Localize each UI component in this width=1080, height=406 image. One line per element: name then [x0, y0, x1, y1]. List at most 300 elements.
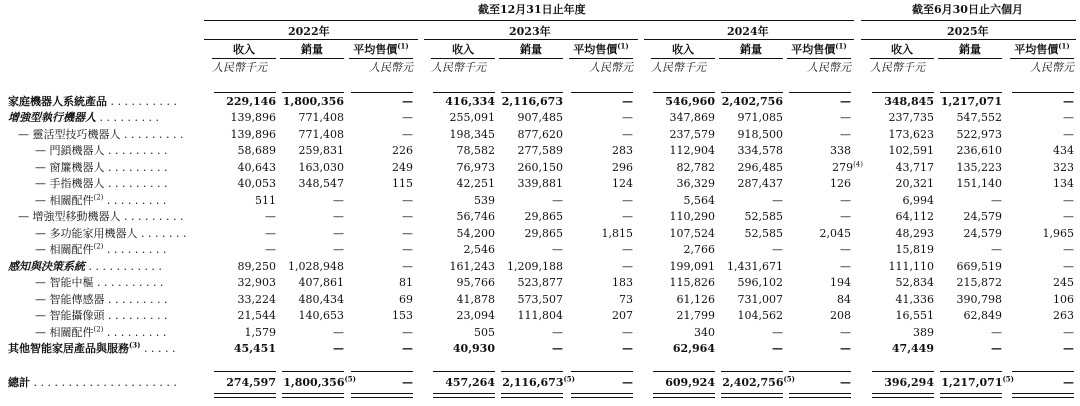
year-rule — [204, 39, 418, 40]
table-cell: 348,845 — [884, 95, 934, 108]
table-cell: 43,717 — [895, 161, 934, 174]
row-label: — 智能中樞 . . . . . . . . . . — [35, 276, 164, 289]
table-cell: 323 — [1053, 161, 1074, 174]
subtotal-rule — [501, 371, 563, 372]
row-label: 家庭機器人系統產品 . . . . . . . . . . — [8, 95, 177, 108]
table-cell: 32,903 — [237, 276, 276, 289]
table-cell: 390,798 — [956, 293, 1002, 306]
col-header-revenue: 收入 — [672, 43, 694, 56]
table-cell: — — [840, 326, 851, 339]
year-header-2025: 2025年 — [947, 25, 989, 38]
table-cell: 115,826 — [669, 276, 715, 289]
total-double-rule — [214, 393, 276, 398]
table-cell: — — [402, 210, 413, 223]
table-cell: 45,451 — [233, 342, 276, 355]
unit-label: 人民幣千元 — [651, 61, 706, 74]
table-cell: 396,294 — [884, 376, 934, 389]
row-label: — 智能傳感器 . . . . . . . . . — [35, 293, 168, 306]
table-cell: 36,329 — [676, 177, 715, 190]
table-cell: 199,091 — [669, 260, 715, 273]
table-cell: 296,485 — [737, 161, 783, 174]
table-cell: — — [991, 243, 1002, 256]
table-cell: 547,552 — [956, 111, 1002, 124]
table-cell: — — [1063, 243, 1074, 256]
table-cell: 163,030 — [298, 161, 344, 174]
subtotal-rule — [1012, 92, 1074, 93]
table-cell: 5,564 — [683, 194, 715, 207]
col-header-asp: 平均售價$^{(1)}$ — [573, 41, 629, 56]
table-cell: 1,209,188 — [507, 260, 563, 273]
col-header-asp: 平均售價$^{(1)}$ — [353, 41, 409, 56]
table-cell: 339,881 — [517, 177, 563, 190]
table-cell: — — [840, 95, 851, 108]
table-cell: 389 — [913, 326, 934, 339]
table-cell: — — [840, 243, 851, 256]
table-cell: — — [402, 376, 413, 389]
table-cell: — — [402, 260, 413, 273]
subtotal-rule — [1012, 371, 1074, 372]
table-cell: 16,551 — [895, 309, 934, 322]
table-cell: 274,597 — [226, 376, 276, 389]
col-header-revenue: 收入 — [891, 43, 913, 56]
table-cell: 84 — [837, 293, 851, 306]
table-cell: 596,102 — [737, 276, 783, 289]
row-label: 增強型執行機器人 . . . . . . . . . — [8, 111, 159, 124]
row-label: 總計 . . . . . . . . . . . . . . . . . . . . . — [8, 376, 177, 389]
table-cell: — — [402, 111, 413, 124]
table-cell: 64,112 — [895, 210, 934, 223]
unit-label: 人民幣元 — [369, 61, 413, 74]
table-cell: 263 — [1053, 309, 1074, 322]
table-cell: — — [622, 194, 633, 207]
subtotal-rule — [351, 92, 413, 93]
table-cell: — — [840, 111, 851, 124]
table-cell: 112,904 — [669, 144, 715, 157]
col-header-rule — [569, 58, 633, 59]
total-double-rule — [1012, 393, 1074, 398]
col-header-volume: 銷量 — [520, 43, 542, 56]
fy-period-title: 截至12月31日止年度 — [478, 3, 586, 16]
table-cell: — — [1063, 210, 1074, 223]
table-cell: 546,960 — [665, 95, 715, 108]
col-header-rule — [787, 58, 851, 59]
table-cell: 971,085 — [737, 111, 783, 124]
subtotal-rule — [351, 371, 413, 372]
table-cell: 134 — [1053, 177, 1074, 190]
table-cell: 95,766 — [456, 276, 495, 289]
table-cell: 69 — [399, 293, 413, 306]
table-cell: — — [840, 210, 851, 223]
subtotal-rule — [653, 371, 715, 372]
table-cell: 1,028,948 — [288, 260, 344, 273]
table-cell: 52,585 — [744, 227, 783, 240]
row-label: 感知與決策系統 . . . . . . . . . . . — [8, 260, 162, 273]
table-cell: 52,834 — [895, 276, 934, 289]
subtotal-rule — [721, 92, 783, 93]
table-cell: — — [840, 376, 851, 389]
table-cell: 1,965 — [1042, 227, 1074, 240]
table-cell: — — [402, 227, 413, 240]
table-cell: — — [991, 342, 1002, 355]
table-cell: 1,815 — [601, 227, 633, 240]
col-header-volume: 銷量 — [959, 43, 981, 56]
table-cell: 58,689 — [237, 144, 276, 157]
subtotal-rule — [571, 92, 633, 93]
table-cell: 237,579 — [669, 128, 715, 141]
table-cell: — — [402, 243, 413, 256]
table-cell: 183 — [612, 276, 633, 289]
table-cell: 161,243 — [449, 260, 495, 273]
table-cell: 2,045 — [819, 227, 851, 240]
total-double-rule — [653, 393, 715, 398]
table-cell: — — [402, 194, 413, 207]
total-double-rule — [789, 393, 851, 398]
table-cell: 259,831 — [298, 144, 344, 157]
table-cell: 42,251 — [456, 177, 495, 190]
table-cell: — — [622, 326, 633, 339]
table-cell: — — [622, 95, 633, 108]
table-cell: — — [552, 243, 563, 256]
table-cell: 907,485 — [517, 111, 563, 124]
h1-period-title: 截至6月30日止六個月 — [912, 3, 1023, 16]
table-cell: 334,578 — [737, 144, 783, 157]
table-cell: — — [402, 95, 413, 108]
table-cell: — — [402, 128, 413, 141]
table-cell: — — [552, 342, 563, 355]
subtotal-rule — [282, 371, 344, 372]
table-cell: 106 — [1053, 293, 1074, 306]
table-cell: 151,140 — [956, 177, 1002, 190]
table-cell: 347,869 — [669, 111, 715, 124]
table-cell: 208 — [830, 309, 851, 322]
unit-label: 人民幣元 — [589, 61, 633, 74]
row-label: 其他智能家居產品與服務$^{(3)}$ . . . . . — [8, 340, 176, 355]
table-cell: 73 — [619, 293, 633, 306]
table-cell: 771,408 — [298, 128, 344, 141]
table-cell: 434 — [1053, 144, 1074, 157]
table-cell: 62,964 — [672, 342, 715, 355]
table-cell: 40,053 — [237, 177, 276, 190]
table-cell: — — [622, 128, 633, 141]
table-cell: — — [402, 326, 413, 339]
table-cell: 48,293 — [895, 227, 934, 240]
table-cell: — — [1063, 342, 1074, 355]
subtotal-rule — [721, 371, 783, 372]
row-label: — 增強型移動機器人 . . . . . . . . . — [18, 210, 184, 223]
unit-label: 人民幣千元 — [212, 61, 267, 74]
subtotal-rule — [571, 371, 633, 372]
total-double-rule — [433, 393, 495, 398]
table-cell: 1,800,356 — [282, 95, 344, 108]
table-cell: 1,579 — [244, 326, 276, 339]
table-cell: 226 — [392, 144, 413, 157]
table-cell: 207 — [612, 309, 633, 322]
col-header-rule — [431, 58, 495, 59]
table-cell: 1,217,071$^{(5)}$ — [941, 374, 1014, 389]
table-cell: 110,290 — [669, 210, 715, 223]
subtotal-rule — [940, 371, 1002, 372]
subtotal-rule — [282, 92, 344, 93]
table-cell: — — [622, 376, 633, 389]
year-rule — [644, 39, 854, 40]
table-cell: 215,872 — [956, 276, 1002, 289]
table-cell: 153 — [392, 309, 413, 322]
table-cell: 2,116,673 — [501, 95, 563, 108]
table-cell: 102,591 — [888, 144, 934, 157]
table-cell: — — [333, 342, 344, 355]
table-cell: — — [333, 210, 344, 223]
col-header-revenue: 收入 — [233, 43, 255, 56]
table-cell: 135,223 — [956, 161, 1002, 174]
table-cell: 2,116,673$^{(5)}$ — [502, 374, 575, 389]
col-header-revenue: 收入 — [452, 43, 474, 56]
table-cell: — — [991, 326, 1002, 339]
table-cell: 41,878 — [456, 293, 495, 306]
total-double-rule — [351, 393, 413, 398]
col-header-rule — [212, 58, 276, 59]
subtotal-rule — [214, 92, 276, 93]
table-cell: 54,200 — [456, 227, 495, 240]
row-label: — 窗簾機器人 . . . . . . . . . — [35, 161, 168, 174]
subtotal-rule — [653, 92, 715, 93]
table-cell: — — [772, 194, 783, 207]
table-cell: 523,877 — [517, 276, 563, 289]
table-cell: 111,804 — [517, 309, 563, 322]
table-cell: 338 — [830, 144, 851, 157]
row-label: — 智能攝像頭 . . . . . . . . . — [35, 309, 168, 322]
table-cell: 287,437 — [737, 177, 783, 190]
table-cell: — — [402, 342, 413, 355]
table-cell: — — [840, 260, 851, 273]
table-cell: — — [333, 194, 344, 207]
table-cell: 2,546 — [463, 243, 495, 256]
total-double-rule — [501, 393, 563, 398]
unit-label: 人民幣元 — [1030, 61, 1074, 74]
table-cell: 279$^{(4)}$ — [832, 160, 863, 174]
table-cell: 249 — [392, 161, 413, 174]
table-cell: 111,110 — [888, 260, 934, 273]
table-cell: — — [772, 342, 783, 355]
table-cell: — — [552, 194, 563, 207]
table-cell: — — [772, 243, 783, 256]
row-label: — 相關配件$^{(2)}$ . . . . . . . . . — [35, 193, 167, 207]
subtotal-rule — [789, 371, 851, 372]
table-cell: 24,579 — [963, 227, 1002, 240]
table-cell: 457,264 — [445, 376, 495, 389]
col-header-rule — [499, 58, 563, 59]
table-cell: 107,524 — [669, 227, 715, 240]
col-header-rule — [349, 58, 413, 59]
table-cell: 61,126 — [676, 293, 715, 306]
table-cell: 2,402,756$^{(5)}$ — [722, 374, 795, 389]
subtotal-rule — [872, 371, 934, 372]
col-header-volume: 銷量 — [740, 43, 762, 56]
table-cell: — — [1063, 128, 1074, 141]
table-cell: 480,434 — [298, 293, 344, 306]
table-cell: 76,973 — [456, 161, 495, 174]
table-cell: 1,217,071 — [940, 95, 1002, 108]
table-cell: — — [1063, 376, 1074, 389]
table-cell: — — [622, 111, 633, 124]
table-cell: 23,094 — [456, 309, 495, 322]
row-label: — 多功能家用機器人 . . . . . . . — [35, 227, 187, 240]
table-cell: — — [1063, 326, 1074, 339]
total-double-rule — [872, 393, 934, 398]
table-cell: 296 — [612, 161, 633, 174]
table-cell: 229,146 — [226, 95, 276, 108]
row-label: — 門鎖機器人 . . . . . . . . . — [35, 144, 168, 157]
col-header-rule — [719, 58, 783, 59]
col-header-asp: 平均售價$^{(1)}$ — [1014, 41, 1070, 56]
row-label: — 相關配件$^{(2)}$ . . . . . . . . . — [35, 325, 167, 339]
total-double-rule — [721, 393, 783, 398]
table-cell: — — [1063, 95, 1074, 108]
table-cell: 139,896 — [230, 111, 276, 124]
table-cell: 78,582 — [456, 144, 495, 157]
table-cell: 771,408 — [298, 111, 344, 124]
table-cell: 2,766 — [683, 243, 715, 256]
row-label: — 手指機器人 . . . . . . . . . — [35, 177, 168, 190]
table-cell: 198,345 — [449, 128, 495, 141]
year-rule — [424, 39, 638, 40]
table-cell: — — [333, 227, 344, 240]
table-cell: 416,334 — [445, 95, 495, 108]
table-cell: 52,585 — [744, 210, 783, 223]
table-cell: 260,150 — [517, 161, 563, 174]
table-cell: 29,865 — [524, 210, 563, 223]
year-rule — [861, 39, 1076, 40]
year-header-2024: 2024年 — [727, 25, 769, 38]
table-cell: — — [622, 342, 633, 355]
subtotal-rule — [940, 92, 1002, 93]
table-cell: 20,321 — [895, 177, 934, 190]
table-cell: 15,819 — [895, 243, 934, 256]
table-cell: 81 — [399, 276, 413, 289]
table-cell: 40,643 — [237, 161, 276, 174]
table-cell: — — [265, 227, 276, 240]
table-cell: — — [622, 210, 633, 223]
table-cell: 237,735 — [888, 111, 934, 124]
table-cell: 245 — [1053, 276, 1074, 289]
table-cell: 2,402,756 — [721, 95, 783, 108]
table-cell: 33,224 — [237, 293, 276, 306]
unit-label: 人民幣千元 — [870, 61, 925, 74]
subtotal-rule — [433, 371, 495, 372]
col-header-rule — [1010, 58, 1074, 59]
table-cell: 21,799 — [676, 309, 715, 322]
table-cell: — — [622, 260, 633, 273]
table-cell: 236,610 — [956, 144, 1002, 157]
total-double-rule — [282, 393, 344, 398]
table-cell: — — [552, 326, 563, 339]
table-cell: 24,579 — [963, 210, 1002, 223]
year-header-2022: 2022年 — [288, 25, 330, 38]
row-label: — 靈活型技巧機器人 . . . . . . . . . — [18, 128, 184, 141]
col-header-rule — [938, 58, 1002, 59]
table-cell: 82,782 — [676, 161, 715, 174]
unit-label: 人民幣元 — [807, 61, 851, 74]
table-cell: 139,896 — [230, 128, 276, 141]
table-cell: — — [991, 194, 1002, 207]
table-cell: — — [333, 243, 344, 256]
table-cell: 29,865 — [524, 227, 563, 240]
col-header-rule — [280, 58, 344, 59]
table-cell: — — [1063, 194, 1074, 207]
table-cell: 609,924 — [665, 376, 715, 389]
table-cell: 21,544 — [237, 309, 276, 322]
table-cell: 277,589 — [517, 144, 563, 157]
table-cell: 89,250 — [237, 260, 276, 273]
table-cell: 407,861 — [298, 276, 344, 289]
total-double-rule — [940, 393, 1002, 398]
table-cell: 511 — [255, 194, 276, 207]
table-cell: 56,746 — [456, 210, 495, 223]
table-cell: 140,653 — [298, 309, 344, 322]
table-cell: 340 — [694, 326, 715, 339]
table-cell: — — [265, 243, 276, 256]
table-cell: 877,620 — [517, 128, 563, 141]
table-cell: — — [1063, 111, 1074, 124]
table-cell: 115 — [392, 177, 413, 190]
table-cell: 62,849 — [963, 309, 1002, 322]
table-cell: 40,930 — [452, 342, 495, 355]
total-double-rule — [571, 393, 633, 398]
year-header-2023: 2023年 — [509, 25, 551, 38]
subtotal-rule — [214, 371, 276, 372]
table-cell: — — [840, 194, 851, 207]
table-cell: 918,500 — [737, 128, 783, 141]
table-cell: 255,091 — [449, 111, 495, 124]
table-cell: 539 — [474, 194, 495, 207]
table-cell: 283 — [612, 144, 633, 157]
table-cell: 522,973 — [956, 128, 1002, 141]
subtotal-rule — [872, 92, 934, 93]
header-rule — [861, 20, 1076, 21]
table-cell: 47,449 — [891, 342, 934, 355]
table-cell: 104,562 — [737, 309, 783, 322]
table-cell: — — [840, 342, 851, 355]
row-label: — 相關配件$^{(2)}$ . . . . . . . . . — [35, 242, 167, 256]
col-header-rule — [651, 58, 715, 59]
table-cell: — — [1063, 260, 1074, 273]
table-cell: — — [840, 128, 851, 141]
subtotal-rule — [789, 92, 851, 93]
col-header-asp: 平均售價$^{(1)}$ — [791, 41, 847, 56]
table-cell: 573,507 — [517, 293, 563, 306]
table-cell: — — [772, 326, 783, 339]
table-cell: 41,336 — [895, 293, 934, 306]
table-cell: 124 — [612, 177, 633, 190]
table-cell: 194 — [830, 276, 851, 289]
table-cell: — — [333, 326, 344, 339]
subtotal-rule — [501, 92, 563, 93]
unit-label: 人民幣千元 — [431, 61, 486, 74]
table-cell: — — [265, 210, 276, 223]
col-header-volume: 銷量 — [301, 43, 323, 56]
table-cell: — — [622, 243, 633, 256]
header-rule — [204, 20, 854, 21]
col-header-rule — [870, 58, 934, 59]
subtotal-rule — [433, 92, 495, 93]
table-cell: 669,519 — [956, 260, 1002, 273]
table-cell: 348,547 — [298, 177, 344, 190]
table-cell: 173,623 — [888, 128, 934, 141]
table-cell: 1,800,356$^{(5)}$ — [283, 374, 356, 389]
table-cell: 126 — [830, 177, 851, 190]
table-cell: 1,431,671 — [727, 260, 783, 273]
table-cell: 6,994 — [902, 194, 934, 207]
table-cell: 505 — [474, 326, 495, 339]
